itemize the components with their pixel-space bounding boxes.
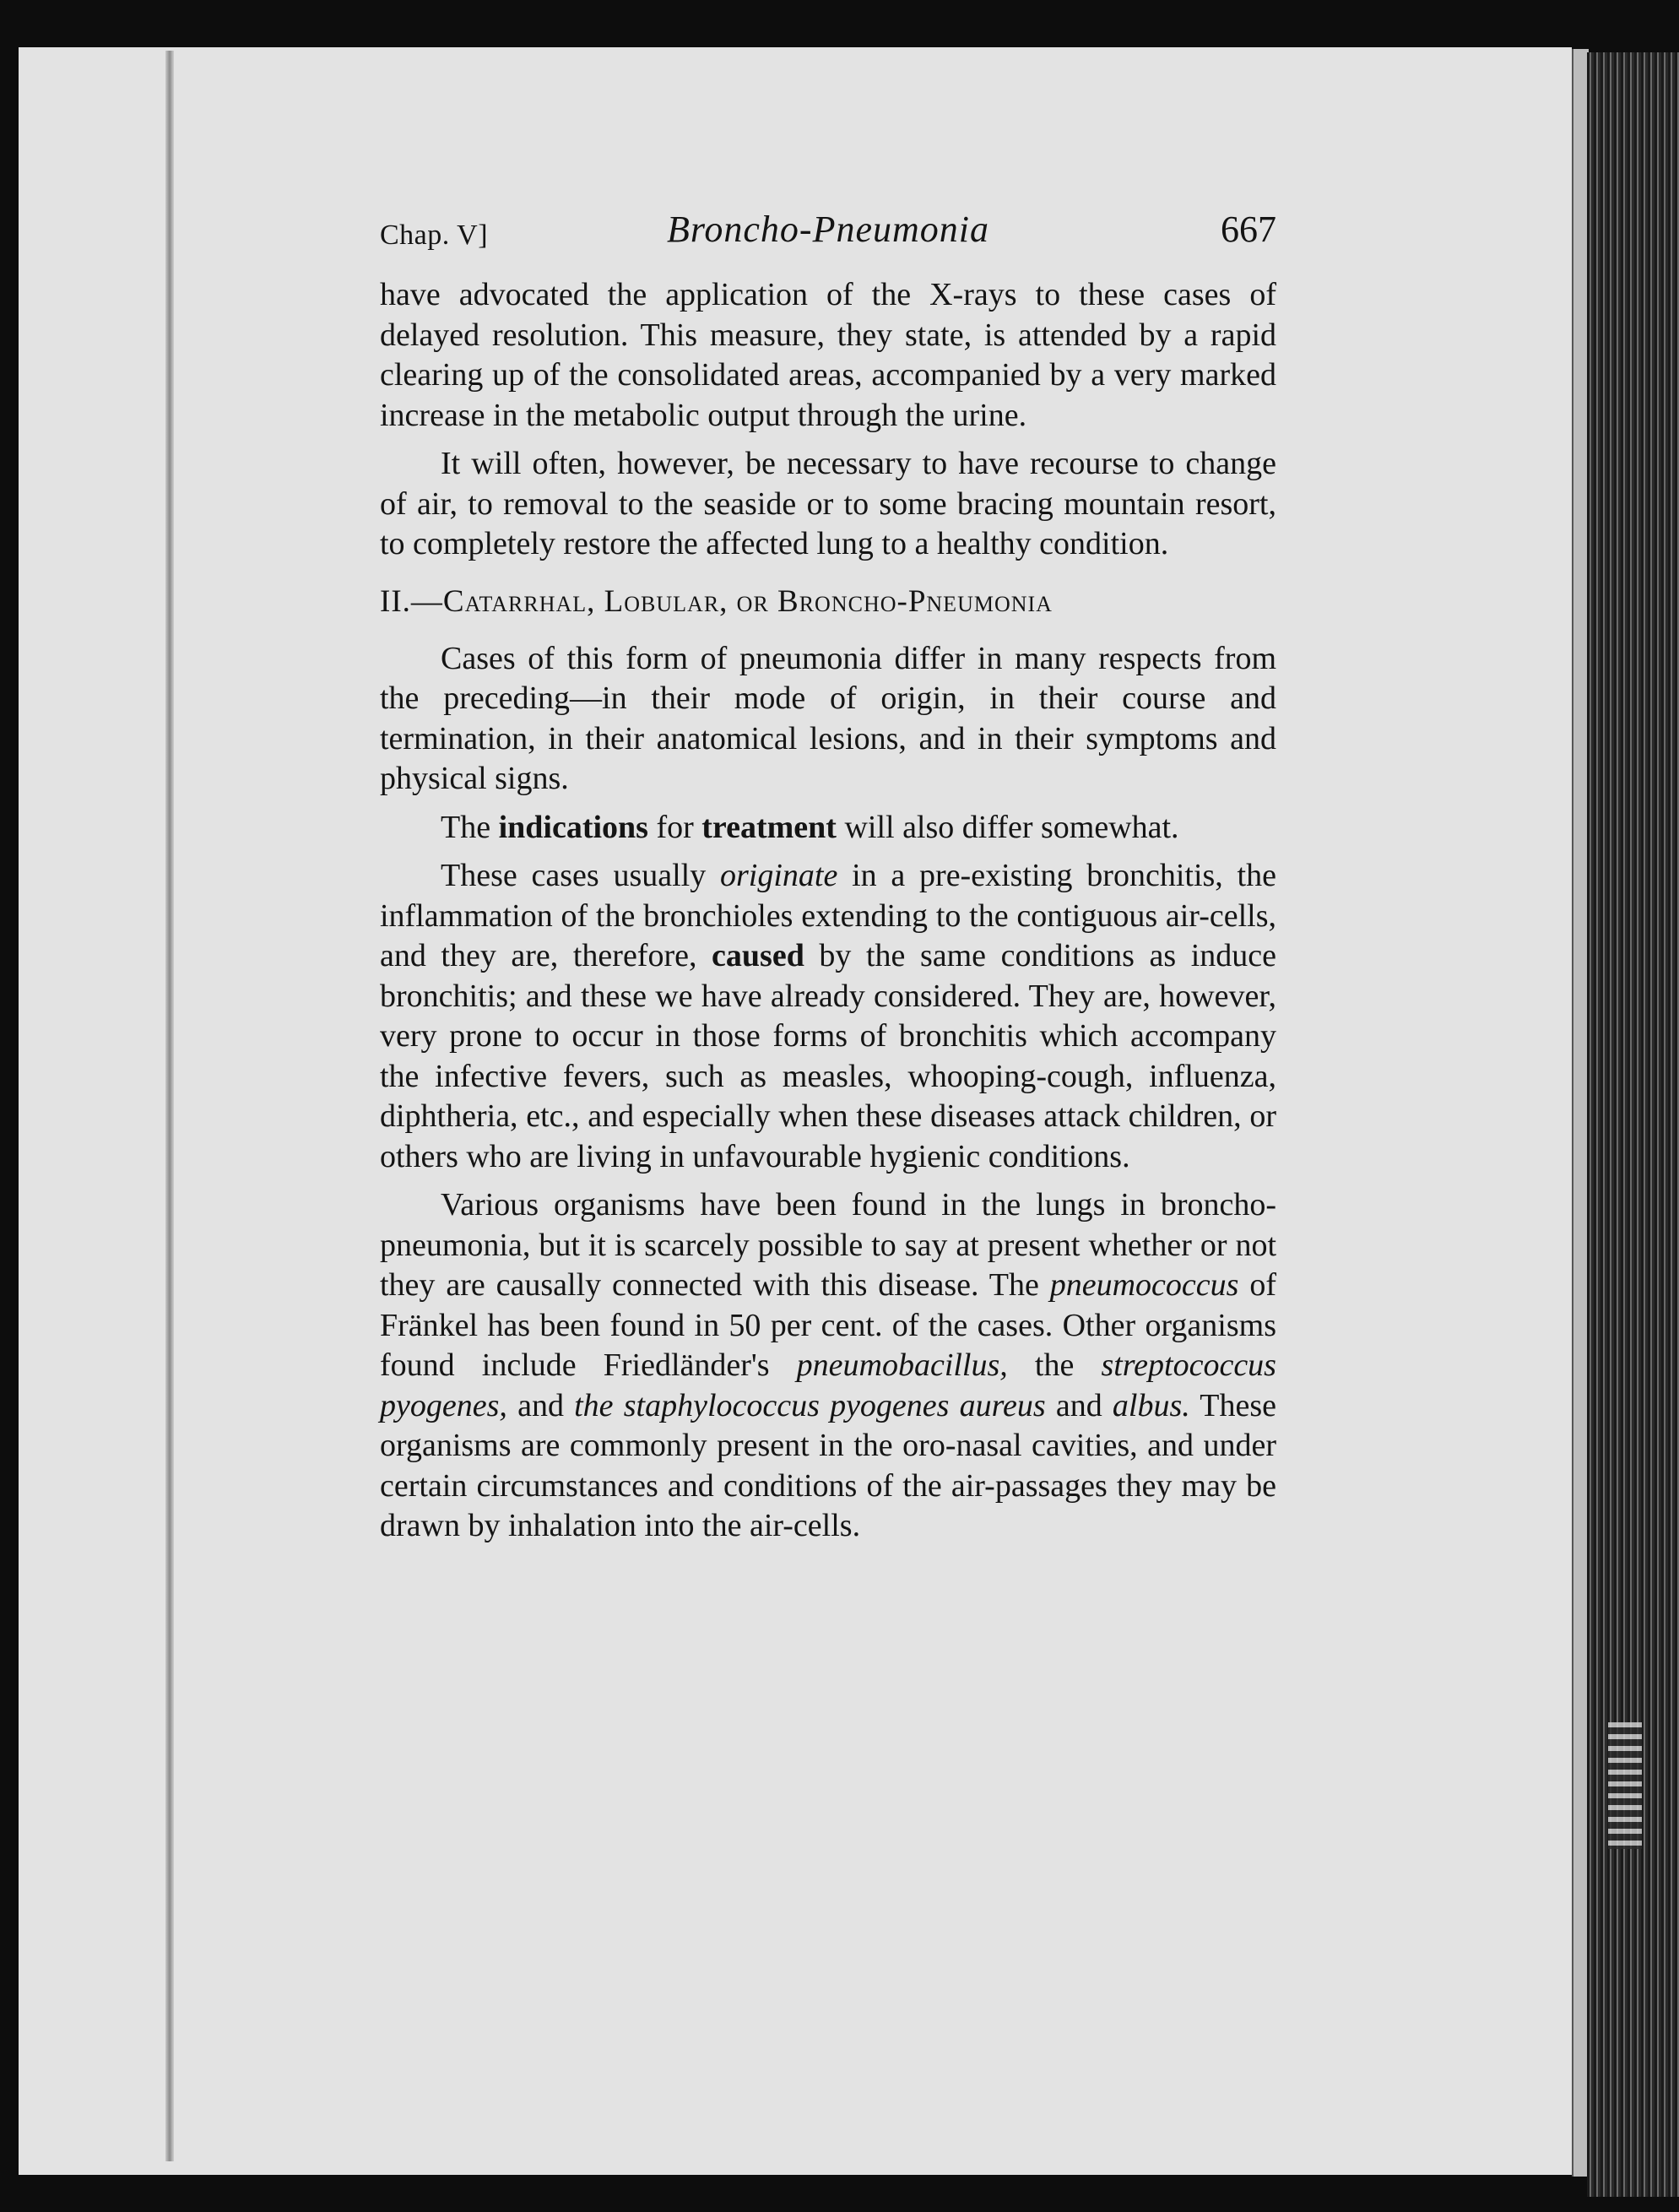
italic-term-originate: originate xyxy=(719,858,838,893)
italic-term-pneumobacillus: pneumobacillus, xyxy=(796,1347,1008,1383)
text-run: the xyxy=(1007,1347,1102,1383)
italic-term-albus: albus. xyxy=(1112,1387,1190,1423)
paragraph-3: Cases of this form of pneumonia differ in many respects from the preceding—in their mode of origin, in their course and termination, in their anatomical lesions, and in their symptoms and physical signs. xyxy=(380,640,1276,796)
page-number: 667 xyxy=(1221,209,1276,250)
text-run: in a pre-existing bronchitis, the inflammation of the bronchioles extending to the contiguous air-cells, and they are, therefore, xyxy=(380,858,1276,973)
paragraph-1: have advocated the application of the X-rays to these cases of delayed resolution. This measure, they state, is attended by a rapid clearing up of the consolidated areas, accompanied by a very marked increase in the metabolic output through the urine. xyxy=(380,277,1276,433)
running-head xyxy=(380,208,1276,260)
text-run: These cases usually xyxy=(441,858,720,893)
gutter-fold xyxy=(165,51,174,2161)
text-run: and xyxy=(1045,1387,1113,1423)
paragraph-6 xyxy=(380,1185,1276,1547)
scan-artifact xyxy=(1608,1722,1642,1849)
text-run: will also differ somewhat. xyxy=(836,809,1179,845)
paragraph-2: It will often, however, be necessary to have recourse to change of air, to removal to the seaside or to some bracing mountain resort, to completely restore the affected lung to a healthy condition. xyxy=(380,446,1276,561)
section-heading xyxy=(380,577,1276,627)
page-edge xyxy=(1572,49,1589,2177)
text-run: for xyxy=(647,809,702,845)
paragraph-4 xyxy=(380,808,1276,848)
bold-term-caused: caused xyxy=(712,938,804,973)
text-block xyxy=(380,208,1276,1555)
page-stack-edge xyxy=(1587,52,1679,2197)
text-run: The xyxy=(441,809,499,845)
text-run: Various organisms have been found in the lungs in broncho-pneumonia, but it is scarcely possible to say at present whether or not they are causally connected with this disease. The xyxy=(380,1187,1276,1303)
paragraph-5 xyxy=(380,856,1276,1177)
italic-term-pneumococcus: pneumococcus xyxy=(1049,1267,1239,1303)
text-run: of Fränkel has been found in 50 per cent. of the cases. Other organisms found include Friedländer's xyxy=(380,1267,1277,1383)
running-title: Broncho-Pneumonia xyxy=(667,209,989,250)
bold-term-indications: indications xyxy=(498,809,648,845)
italic-term-staphylococcus: the staphylococcus pyogenes aureus xyxy=(574,1387,1046,1423)
italic-term-streptococcus: streptococcus pyogenes, xyxy=(380,1347,1276,1423)
text-run: and xyxy=(506,1387,575,1423)
text-run: These organisms are commonly present in the oro-nasal cavities, and under certain circumstances and conditions of the air-passages they may be drawn by inhalation into the air-cells. xyxy=(380,1387,1276,1543)
section-title: Catarrhal, Lobular, or Broncho-Pneumonia xyxy=(442,583,1053,619)
text-run: by the same conditions as induce bronchitis; and these we have already considered. They are, however, very prone to occur in those forms of bronchitis which accompany the infective fevers, such as measles, whooping-cough, influenza, diphtheria, etc., and especially when these diseases attack children, or others who are living in unfavourable hygienic conditions. xyxy=(380,938,1276,1174)
chapter-label: Chap. V] xyxy=(380,220,489,251)
section-number: II.— xyxy=(380,583,443,619)
bold-term-treatment: treatment xyxy=(701,809,837,845)
